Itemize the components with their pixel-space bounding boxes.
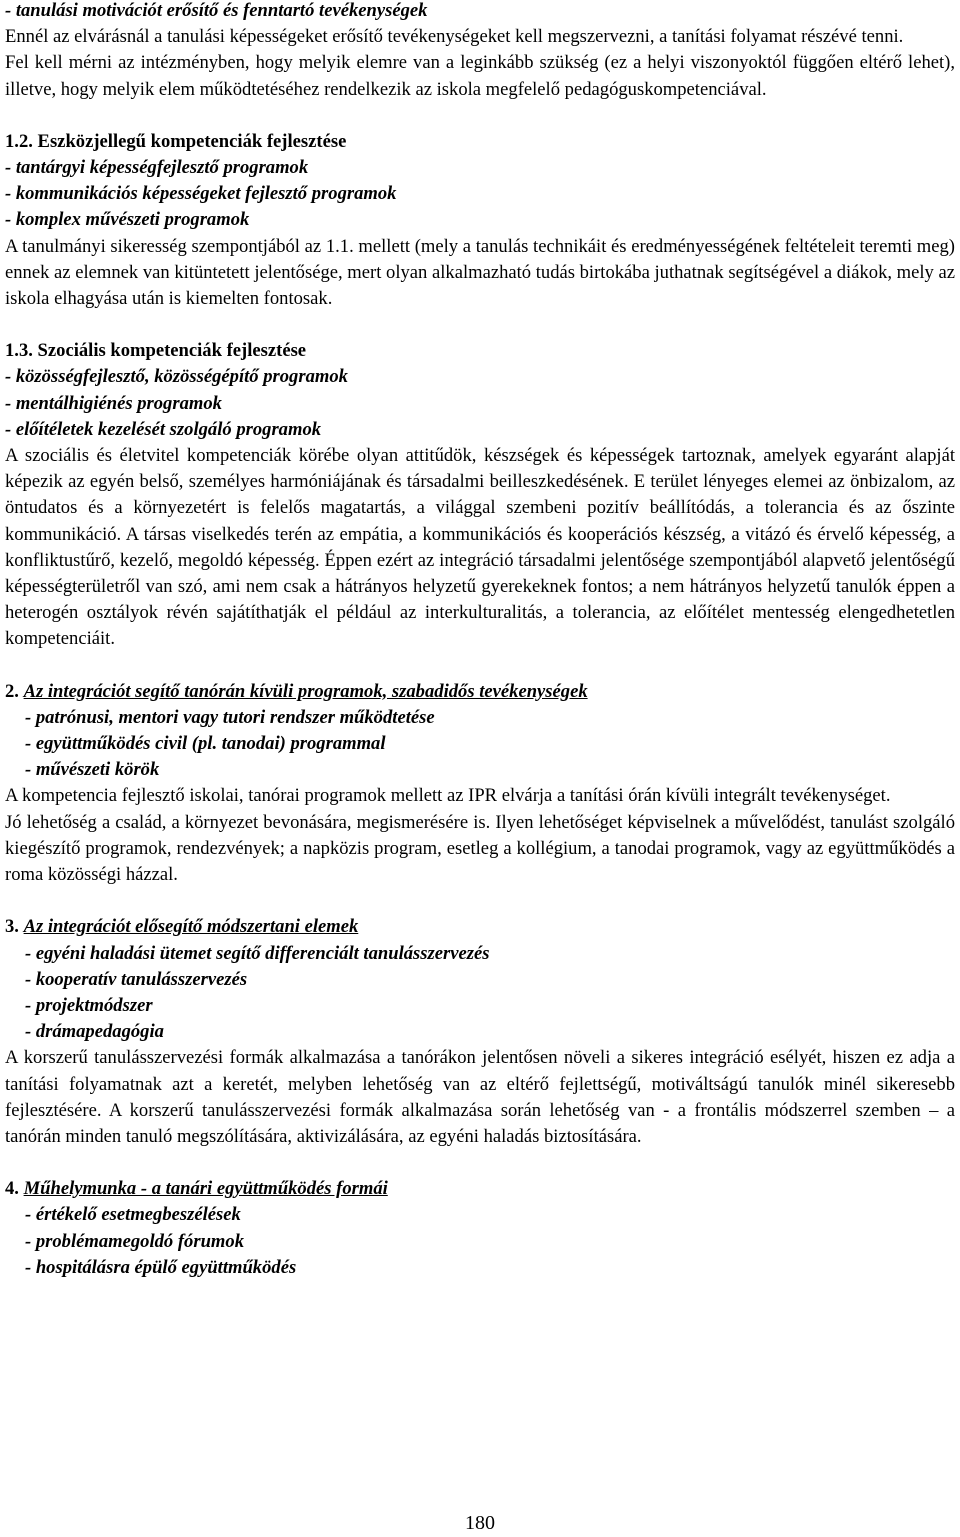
section-title: Műhelymunka - a tanári együttműködés formái	[23, 1178, 388, 1200]
document-page	[5, 0, 955, 1281]
bullet-item: - drámapedagógia	[25, 1021, 164, 1043]
bullet-item: - együttműködés civil (pl. tanodai) programmal	[25, 733, 386, 755]
page-number: 180	[465, 1512, 495, 1534]
bullet-item: - művészeti körök	[25, 759, 160, 781]
section-title: Eszközjellegű kompetenciák fejlesztése	[37, 130, 347, 152]
section-title: Szociális kompetenciák fejlesztése	[37, 340, 307, 362]
bullet-item: - egyéni haladási ütemet segítő differenciált tanulásszervezés	[25, 942, 490, 964]
bullet-item: - kooperatív tanulásszervezés	[25, 968, 248, 990]
paragraph: Jó lehetőség a család, a környezet bevonására, megismerésére is. Ilyen lehetőséget képviselnek a művelődést, tanulást szolgáló kiegészítő programok, rendezvények; a napközis program, esetleg a kollégium, a tanodai programok, vagy az együttműködés a roma közösségi házzal.	[5, 811, 955, 886]
bullet-item: - problémamegoldó fórumok	[25, 1230, 244, 1252]
section-heading-1-3	[5, 338, 955, 364]
paragraph: A kompetencia fejlesztő iskolai, tanórai programok mellett az IPR elvárja a tanítási órán kívüli integrált tevékenységet.	[5, 785, 891, 807]
section-title: Az integrációt segítő tanórán kívüli programok, szabadidős tevékenységek	[23, 680, 588, 702]
bullet-item: - közösségfejlesztő, közösségépítő programok	[5, 366, 348, 388]
section-heading-2	[5, 679, 955, 705]
bullet-item: - előítéletek kezelését szolgáló programok	[5, 418, 322, 440]
paragraph: A tanulmányi sikeresség szempontjából az 1.1. mellett (mely a tanulás technikáit és eredményességének feltételeit teremti meg) ennek az elemnek van kitüntetett jelentősége, mert olyan alkalmazható tudás birtokába juthatnak segítségével a diákok, mely az iskola elhagyása után is kiemelten fontosak.	[5, 235, 955, 310]
section-number: 1.2.	[5, 130, 33, 152]
bullet-item: - patrónusi, mentori vagy tutori rendszer működtetése	[25, 706, 435, 728]
paragraph: Fel kell mérni az intézményben, hogy melyik elemre van a leginkább szükség (ez a helyi viszonyoktól függően eltérő lehet), illetve, hogy melyik elem működtetéséhez rendelkezik az iskola megfelelő pedagóguskompetenciával.	[5, 52, 955, 100]
section-title: Az integrációt elősegítő módszertani elemek	[23, 916, 359, 938]
bullet-item: - hospitálásra épülő együttműködés	[25, 1256, 297, 1278]
bullet-item: - értékelő esetmegbeszélések	[25, 1204, 241, 1226]
bullet-item: - projektmódszer	[25, 994, 153, 1016]
section-number: 4.	[5, 1178, 19, 1200]
bullet-item: - mentálhigiénés programok	[5, 392, 222, 414]
section-heading-3	[5, 914, 955, 940]
section-number: 2.	[5, 680, 19, 702]
section-heading-1-2	[5, 129, 955, 155]
bullet-item: - komplex művészeti programok	[5, 209, 250, 231]
paragraph: A korszerű tanulásszervezési formák alkalmazása a tanórákon jelentősen növeli a sikeres integráció esélyét, hiszen ez adja a tanítási folyamatnak azt a keretét, melyben lehetőség van az eltérő fejlettségű, motiváltságú tanulók minél sikeresebb fejlesztésére. A korszerű tanulásszervezési formák alkalmazása során lehetőség van - a frontális módszerrel szemben – a tanórán minden tanuló megszólítására, aktivizálására, az egyéni haladás biztosítására.	[5, 1047, 955, 1147]
section-number: 1.3.	[5, 340, 33, 362]
paragraph: Ennél az elvárásnál a tanulási képességeket erősítő tevékenységeket kell megszervezni, a tanítási folyamat részévé tenni.	[5, 26, 904, 48]
paragraph: A szociális és életvitel kompetenciák körébe olyan attitűdök, készségek és képességek tartoznak, amelyek egyaránt alapját képezik az egyén belső, személyes harmóniájának és társadalmi beilleszkedésének. E terület lényeges elemei az önbizalom, az öntudatos és a környezetért is felelős magatartás, a világgal szembeni pozitív beállítódás, a tolerancia és az őszinte kommunikáció. A társas viselkedés terén az empátia, a kommunikációs és kooperációs készség, a vitázó és érvelő képesség, a konfliktustűrő, kezelő, megoldó képesség. Éppen ezért az integráció társadalmi jelentősége szempontjából alapvető jelentőségű képességterületről van szó, ami nem csak a hátrányos helyzetű gyerekeknek fontos; a nem hátrányos helyzetű tanulók éppen a heterogén osztályok révén sajátíthatják el például az interkulturalitás, a tolerancia, az előítélet mentesség elengedhetetlen kompetenciáit.	[5, 445, 955, 650]
bullet-item: - kommunikációs képességeket fejlesztő programok	[5, 183, 397, 205]
section-heading-4	[5, 1176, 955, 1202]
bullet-item: - tanulási motivációt erősítő és fenntartó tevékenységek	[5, 0, 428, 21]
bullet-item: - tantárgyi képességfejlesztő programok	[5, 157, 309, 179]
section-number: 3.	[5, 916, 19, 938]
